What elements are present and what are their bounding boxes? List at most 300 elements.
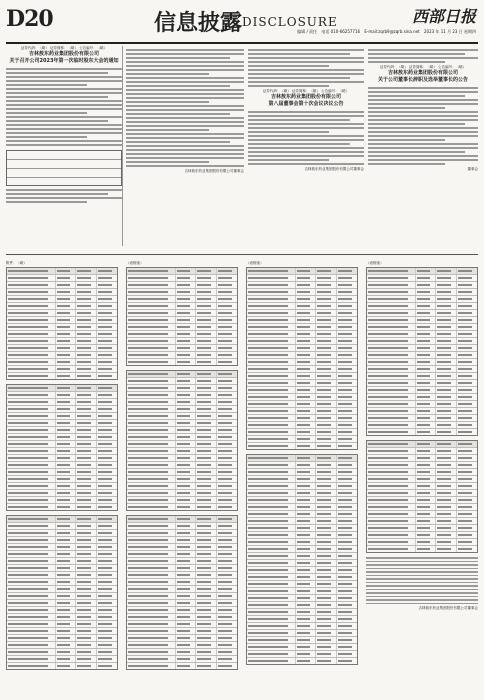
table-cell [316,268,337,274]
table-cell [97,469,117,475]
table-cell [76,366,97,372]
table-row [127,523,237,530]
table-row [7,345,117,352]
table-cell [196,282,217,288]
table-cell [457,462,477,468]
table-row [127,338,237,345]
table-cell [457,401,477,407]
table-cell [176,413,197,419]
table-cell [316,331,337,337]
table-cell [176,359,197,365]
table-cell [217,303,237,309]
table-row [247,469,357,476]
table-cell [97,296,117,302]
table-cell [127,490,176,496]
table-cell [217,621,237,627]
notice-column-3 [248,46,364,246]
table-cell [196,579,217,585]
table-cell [296,303,317,309]
table-row [7,600,117,607]
table-cell [196,614,217,620]
table-cell [316,462,337,468]
table-cell [436,455,457,461]
table-cell [247,553,296,559]
meta-item: 2023 年 11 月 23 日 星期四 [424,29,476,34]
table-cell [316,602,337,608]
table-row [367,275,477,282]
table-cell [56,352,77,358]
table-cell [316,352,337,358]
table-cell [56,565,77,571]
table-cell [76,586,97,592]
table-cell [247,630,296,636]
table-cell [127,399,176,405]
table-cell [217,345,237,351]
table-cell [176,593,197,599]
table-cell [367,469,416,475]
table-cell [7,642,56,648]
table-row [247,546,357,553]
table-cell [316,511,337,517]
table-cell [247,476,296,482]
table-row [7,516,117,523]
table-cell [247,588,296,594]
table-cell [316,476,337,482]
table-cell [457,303,477,309]
table-row [7,275,117,282]
table-cell [97,497,117,503]
table-cell [7,649,56,655]
table-cell [127,378,176,384]
table-cell [416,448,437,454]
table-cell [436,476,457,482]
table-cell [247,338,296,344]
table-cell [247,275,296,281]
table-cell [176,663,197,669]
table-cell [247,623,296,629]
table-cell [436,462,457,468]
table-row [247,338,357,345]
table-cell [217,352,237,358]
table-cell [247,609,296,615]
table-cell [217,565,237,571]
table-cell [196,289,217,295]
table-cell [7,628,56,634]
table-cell [457,373,477,379]
table-cell [436,366,457,372]
table-cell [56,359,77,365]
table-cell [127,469,176,475]
table-row [127,635,237,642]
table-cell [76,392,97,398]
table-cell [196,593,217,599]
table-cell [247,518,296,524]
table-cell [97,434,117,440]
table-cell [436,387,457,393]
table-cell [76,338,97,344]
table-cell [97,504,117,510]
table-row [127,530,237,537]
table-cell [436,331,457,337]
table-row [247,525,357,532]
table-cell [316,546,337,552]
table-cell [196,268,217,274]
table-cell [176,338,197,344]
table-cell [56,331,77,337]
table-row [367,469,477,476]
table-cell [416,387,437,393]
table-cell [76,656,97,662]
notice-signature: 吉林敖东药业集团股份有限公司董事会 [304,167,364,171]
table-row [247,317,357,324]
table-row [7,614,117,621]
table-cell [7,441,56,447]
table-cell [196,338,217,344]
table-cell [296,462,317,468]
table-cell [247,359,296,365]
table-row [247,658,357,664]
table-cell [97,649,117,655]
table-cell [247,415,296,421]
table-row [7,427,117,434]
table-cell [296,408,317,414]
table-cell [7,504,56,510]
table-cell [196,537,217,543]
table-cell [217,600,237,606]
table-row [7,420,117,427]
table-cell [56,434,77,440]
table-cell [56,282,77,288]
notice-signature: 董事会 [467,167,478,171]
table-cell [296,658,317,664]
table-cell [7,268,56,274]
table-cell [7,593,56,599]
table-row [7,523,117,530]
table-cell [196,399,217,405]
table-row [247,359,357,366]
table-cell [127,607,176,613]
table-cell [436,401,457,407]
table-cell [367,504,416,510]
table-row [7,504,117,510]
table-cell [457,366,477,372]
notice-body [368,87,478,165]
table-cell [217,392,237,398]
table-cell [127,614,176,620]
table-cell [127,635,176,641]
table-cell [436,289,457,295]
table-cell [56,593,77,599]
table-row [367,518,477,525]
table-cell [296,490,317,496]
table-cell [56,406,77,412]
table-cell [7,572,56,578]
table-cell [196,420,217,426]
table-cell [7,600,56,606]
notice-body [126,49,244,167]
table-cell [296,338,317,344]
table-cell [296,511,317,517]
table-row [367,497,477,504]
table-cell [127,455,176,461]
table-cell [176,378,197,384]
table-cell [337,532,357,538]
table-cell [196,310,217,316]
table-cell [127,628,176,634]
table-cell [56,621,77,627]
table-cell [316,651,337,657]
data-table [6,384,118,511]
table-cell [367,282,416,288]
table-row [127,663,237,669]
table-cell [97,642,117,648]
table-row [127,483,237,490]
table-cell [247,443,296,449]
table-cell [76,558,97,564]
table-cell [56,399,77,405]
table-cell [337,429,357,435]
table-cell [436,539,457,545]
voting-table [6,150,122,186]
table-row [127,572,237,579]
data-table [246,454,358,665]
table-cell [7,530,56,536]
table-row [127,628,237,635]
table-row [127,371,237,378]
table-row [247,366,357,373]
table-row [247,331,357,338]
table-cell [196,455,217,461]
table-cell [176,289,197,295]
table-cell [247,282,296,288]
table-cell [247,324,296,330]
table-row [247,574,357,581]
table-cell [337,616,357,622]
table-cell [296,651,317,657]
table-cell [436,352,457,358]
table-cell [76,497,97,503]
table-cell [316,415,337,421]
table-cell [247,546,296,552]
table-row [7,310,117,317]
table-cell [316,504,337,510]
table-cell [217,462,237,468]
table-row [7,649,117,656]
table-cell [247,462,296,468]
table-cell [56,338,77,344]
table-cell [127,303,176,309]
table-cell [296,373,317,379]
table-cell [436,518,457,524]
table-cell [76,649,97,655]
table-cell [337,455,357,461]
table-cell [127,586,176,592]
table-cell [316,588,337,594]
table-cell [457,324,477,330]
table-cell [127,317,176,323]
table-row [127,406,237,413]
table-row [367,268,477,275]
table-cell [76,385,97,391]
table-row [127,544,237,551]
table-cell [436,324,457,330]
table-cell [316,289,337,295]
data-table [6,515,118,670]
table-cell [7,607,56,613]
table-cell [367,359,416,365]
table-cell [457,415,477,421]
table-cell [436,441,457,447]
table-cell [97,275,117,281]
table-row [367,324,477,331]
table-cell [76,373,97,379]
table-cell [316,324,337,330]
table-cell [457,429,477,435]
table-row [367,511,477,518]
table-cell [436,490,457,496]
table-row [7,607,117,614]
table-cell [97,579,117,585]
table-cell [296,387,317,393]
table-row [127,275,237,282]
table-row [127,385,237,392]
table-cell [176,275,197,281]
table-cell [56,635,77,641]
table-row [247,511,357,518]
table-cell [457,483,477,489]
table-column-1 [6,259,118,691]
table-cell [416,422,437,428]
table-row [7,462,117,469]
table-cell [97,586,117,592]
table-cell [337,630,357,636]
notice-company: 吉林敖东药业集团股份有限公司 [28,51,99,57]
table-cell [316,483,337,489]
table-cell [196,406,217,412]
table-cell [457,282,477,288]
table-cell [56,663,77,669]
table-cell [176,586,197,592]
table-row [367,338,477,345]
table-row [247,275,357,282]
table-cell [56,455,77,461]
table-cell [367,366,416,372]
table-cell [176,476,197,482]
table-row [247,345,357,352]
table-cell [196,392,217,398]
table-cell [457,511,477,517]
masthead-meta [294,29,476,35]
table-row [247,630,357,637]
table-cell [217,448,237,454]
table-cell [416,539,437,545]
table-cell [176,345,197,351]
table-cell [7,413,56,419]
table-cell [337,644,357,650]
table-row [127,359,237,365]
table-cell [176,572,197,578]
table-cell [56,490,77,496]
table-row [367,490,477,497]
table-row [367,387,477,394]
table-cell [97,455,117,461]
table-cell [76,420,97,426]
table-cell [7,469,56,475]
table-cell [296,483,317,489]
table-cell [217,544,237,550]
table-cell [457,331,477,337]
table-cell [337,310,357,316]
table-row [127,656,237,663]
table-cell [176,268,197,274]
table-cell [176,558,197,564]
table-row [7,656,117,663]
table-cell [56,469,77,475]
table-cell [457,525,477,531]
table-cell [367,518,416,524]
table-row [367,373,477,380]
table-cell [217,317,237,323]
table-cell [127,593,176,599]
table-cell [76,448,97,454]
table-cell [457,532,477,538]
table-row [127,621,237,628]
table-row [7,663,117,669]
table-cell [76,663,97,669]
table-cell [436,422,457,428]
table-row [367,359,477,366]
table-cell [367,352,416,358]
table-row [247,644,357,651]
table-row [367,546,477,552]
table-cell [196,600,217,606]
table-cell [217,593,237,599]
table-cell [176,642,197,648]
table-cell [76,324,97,330]
table-cell [337,380,357,386]
table-cell [196,413,217,419]
table-cell [7,586,56,592]
table-cell [337,553,357,559]
table-caption: （表格续） [246,261,264,265]
notice-body [248,111,364,165]
table-cell [316,553,337,559]
table-cell [337,282,357,288]
table-cell [247,331,296,337]
table-cell [436,504,457,510]
table-cell [416,303,437,309]
table-cell [97,359,117,365]
table-cell [337,338,357,344]
table-cell [56,441,77,447]
table-row [127,317,237,324]
table-cell [337,511,357,517]
table-cell [7,331,56,337]
table-column-3 [246,259,358,691]
table-row [127,614,237,621]
table-row [127,441,237,448]
table-row [247,560,357,567]
table-cell [76,399,97,405]
table-row [7,366,117,373]
table-cell [296,310,317,316]
table-cell [416,476,437,482]
table-cell [7,345,56,351]
table-row [247,595,357,602]
table-cell [7,289,56,295]
table-cell [367,497,416,503]
table-cell [416,345,437,351]
